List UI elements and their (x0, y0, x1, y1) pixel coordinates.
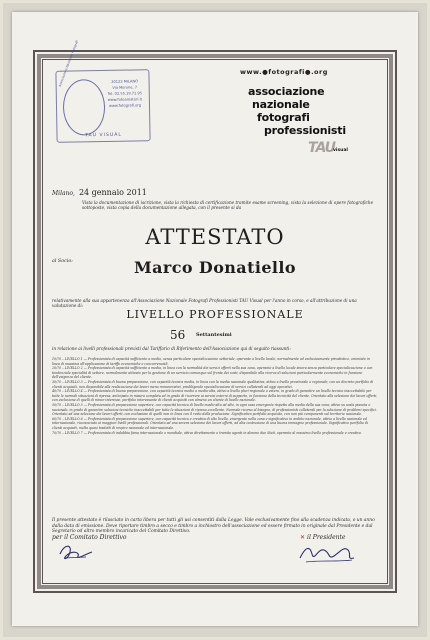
stamp-line: www.fotoamatori.it (107, 97, 143, 102)
score-words: Settantesimi (196, 332, 232, 338)
level-item: 40/70 – LIVELLO 4 — Professionista di buona preparazione, con capacità tecnica medio a medio-alta, attivo a livello pluri-regionale o estero, in grado di garantire un livello tecnico inaccettabile per tutte le normali situazioni di ripresa, anticipato in misura completa ed in grado di ricorrere ai servizi esterni di supporto, in funzione della tecnicità del cliente. Orientato alla selezione dei lavori offerti, con esclusione di quelli di minor interesse, portfolio interessante di clienti acquisiti con almeno un cliente di livello nazionale. (52, 389, 378, 403)
org-url: www.●fotografi●.org (240, 68, 328, 76)
tau-brand-logo: TAU (308, 140, 336, 156)
org-name-line: fotografi (257, 111, 310, 124)
cross-mark-icon: ✕ (300, 534, 306, 541)
signature-president (296, 540, 358, 566)
intro-paragraph: Vista la documentazione di iscrizione, vista la richiesta di certificazione tramite esame screening, vista la selezione di opere fotografiche sottoposte, vista copia della documentazione allegata, con il presente si da (82, 200, 374, 211)
professional-level: LIVELLO PROFESSIONALE (126, 308, 304, 321)
level-item: 70/70 – LIVELLO 7 — Professionista di indubbia fama internazionale o mondiale, attivo direttamente o tramite agenti in almeno due Stati, operante al massimo livello professionale e creativo. (52, 430, 362, 435)
tau-brand-sub: visual (333, 148, 348, 153)
stamp-address (103, 78, 148, 109)
org-name-line: associazione (248, 85, 325, 98)
levels-intro: in relazione ai livelli professionali previsti dal Tariffario di Riferimento dell'Associazione qui di seguito riassunti: (52, 346, 291, 351)
stamp-ring (63, 79, 106, 136)
stamp-line: 20122 MILANO (111, 79, 139, 84)
place: Milano, (52, 190, 75, 197)
stamp-footer: TAU VISUAL (85, 132, 123, 139)
signature-committee (56, 540, 96, 562)
level-item: 10/70 – LIVELLO 1 — Professionista di capacità sufficiente a medio, senza particolare specializzazione settoriale, operante a livello locale, normalmente od esclusivamente privatistico, orientato in linea di massima all'applicazione di tariffe economiche e concorrenziali. (52, 357, 370, 366)
org-name-line: professionisti (264, 124, 346, 137)
document-title: ATTESTATO (145, 225, 285, 249)
level-item: 20/70 – LIVELLO 2 — Professionista di capacità sufficiente a media, in linea con la normalità dei servizi offerti nella sua zona, operante a livello locale sinora senza particolare specializzazione o con tendenziale specialità di settore, normalmente attivato per la gestione di un servizio comunque sul fronte dei costi, disponibile alla ricerca di soluzioni particolarmente economiche in funzione dell'esigenza del cliente. (52, 366, 373, 380)
relation-paragraph: relativamente alla sua appartenenza all'Associazione Nazionale Fotografi Professionisti TAU Visual per l'anno in corso, e all'attribuzione di una valutazione di: (52, 298, 357, 309)
closing-paragraph: Il presente attestato è rilasciato in carta libera per tutti gli usi consentiti dalla Legge. Vale esclusivamente fino alla scadenza indicata, o un anno dalla data di emissione. Deve riportare timbro a secco e timbro a inchiostro dell'associazione ed essere firmato in originale dal Presidente e dal Segretario od altro membro incaricato del Comitato Direttivo. (52, 518, 375, 535)
level-item: 50/70 – LIVELLO 5 — Professionista di preparazione superiore, con capacità tecnica di livello medio-alto od alto, in ogni caso emergente rispetto alla media della sua zona; attivo su scala pianeta o nazionale, in grado di garantire soluzioni tecniche inaccettabili per tutte le situazioni di ripresa eccellente. Normale ricorso al bisogno, di professionisti collaterali per la soluzione di problemi specifici. Orientato ad una selezione dei lavori offerti, con esclusione di quelli non in linea con il resto della produzione. Significativo portfolio acquisito, con non più componenti sul territorio nazionale. (52, 402, 377, 417)
recipient-name: Marco Donatiello (134, 258, 296, 277)
levels-list (52, 357, 378, 435)
association-stamp (55, 39, 150, 143)
date: 24 gennaio 2011 (78, 188, 147, 197)
stamp-line: www.fotografi.org (108, 103, 142, 108)
place-date (52, 188, 147, 197)
level-item: 60/70 – LIVELLO 6 — Professionista di preparazione superiore, con capacità tecnica e creativa di alto livello, emergente nella zona e significativo in ambito nazionale, attivo a livello nazionale ed internazionale, riconosciuto ai maggiori livelli professionali. Orientato ad una severa selezione dei lavori offerti, ad alta costruzione di una buona immagine professionale. Significativo portfolio di clienti acquisiti, molto quasi tradotti di respiro nazionale ed internazionale. (52, 416, 368, 430)
org-name-line: nazionale (252, 98, 310, 111)
stamp-ring-text: Associazione Nazionale Fotografi (57, 39, 80, 88)
level-item: 30/70 – LIVELLO 3 — Professionista di buona preparazione, con capacità tecnica media, in linea con la media nazionale qualitativa, attivo a livello provinciale o regionale, con un discreto portfolio di clienti acquisiti, non disponibile alla realizzazione dei lavori meno remunerativi, prediligendo specializzazione di servizi collaterali ad oggi operativi. (52, 379, 374, 389)
recipient-prefix: al Socio: (52, 259, 73, 264)
score-value: 56 (170, 328, 186, 342)
stamp-line: Tel. 02.55.19.71.95 (107, 91, 143, 96)
signature-label-text: per il Comitato Direttivo (52, 534, 127, 541)
signature-label-text: il Presidente (307, 534, 346, 541)
stamp-line: Via Morone, 7 (112, 85, 138, 90)
